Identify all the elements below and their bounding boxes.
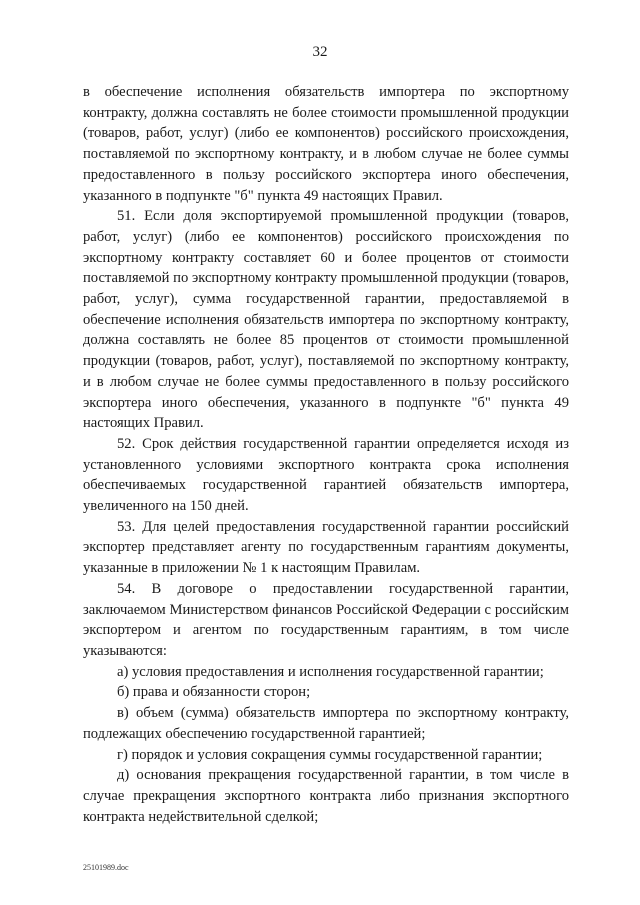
paragraph-clause-51: 51. Если доля экспортируемой промышленной продукции (товаров, работ, услуг) (либо ее компонентов) российского происхождения по экспортному контракту составляет 60 и более процентов от стоимости поставляемой по экспортному контракту промышленной продукции (товаров, работ, услуг), сумма государственной гарантии, предоставляемой в обеспечение исполнения обязательств импортера по экспортному контракту, должна составлять не более 85 процентов от стоимости промышленной продукции (товаров, работ, услуг), поставляемой по экспортному контракту, и в любом случае не более суммы предоставленного в пользу российского экспортера иного обеспечения, указанного в подпункте "б" пункта 49 настоящих Правил.: [83, 208, 569, 432]
paragraph-clause-53: 53. Для целей предоставления государственной гарантии российский экспортер представляет агенту по государственным гарантиям документы, указанные в приложении № 1 к настоящим Правилам.: [83, 518, 569, 577]
page-number: 32: [312, 44, 328, 60]
paragraph-clause-52: 52. Срок действия государственной гарантии определяется исходя из установленного условиями экспортного контракта срока исполнения обеспечиваемых государственной гарантией обязательств импортера, увеличенного на 150 дней.: [83, 435, 569, 515]
document-body: [83, 82, 569, 827]
list-item-a: а) условия предоставления и исполнения государственной гарантии;: [117, 663, 544, 680]
list-item-v: в) объем (сумма) обязательств импортера по экспортному контракту, подлежащих обеспечению государственной гарантией;: [83, 705, 569, 742]
list-item-b: б) права и обязанности сторон;: [117, 684, 311, 701]
list-item-g: г) порядок и условия сокращения суммы государственной гарантии;: [117, 746, 543, 763]
footer-filename: 25101989.doc: [83, 863, 129, 872]
list-item-d: д) основания прекращения государственной гарантии, в том числе в случае прекращения экспортного контракта либо признания экспортного контракта недействительной сделкой;: [83, 767, 569, 825]
paragraph-continuation: в обеспечение исполнения обязательств импортера по экспортному контракту, должна составлять не более стоимости промышленной продукции (товаров, работ, услуг) (либо ее компонентов) российского происхождения, поставляемой по экспортному контракту, и в любом случае не более суммы предоставленного в пользу российского экспортера иного обеспечения, указанного в подпункте "б" пункта 49 настоящих Правил.: [83, 84, 569, 204]
paragraph-clause-54: 54. В договоре о предоставлении государственной гарантии, заключаемом Министерством финансов Российской Федерации с российским экспортером и агентом по государственным гарантиям, в том числе указываются:: [83, 580, 569, 659]
